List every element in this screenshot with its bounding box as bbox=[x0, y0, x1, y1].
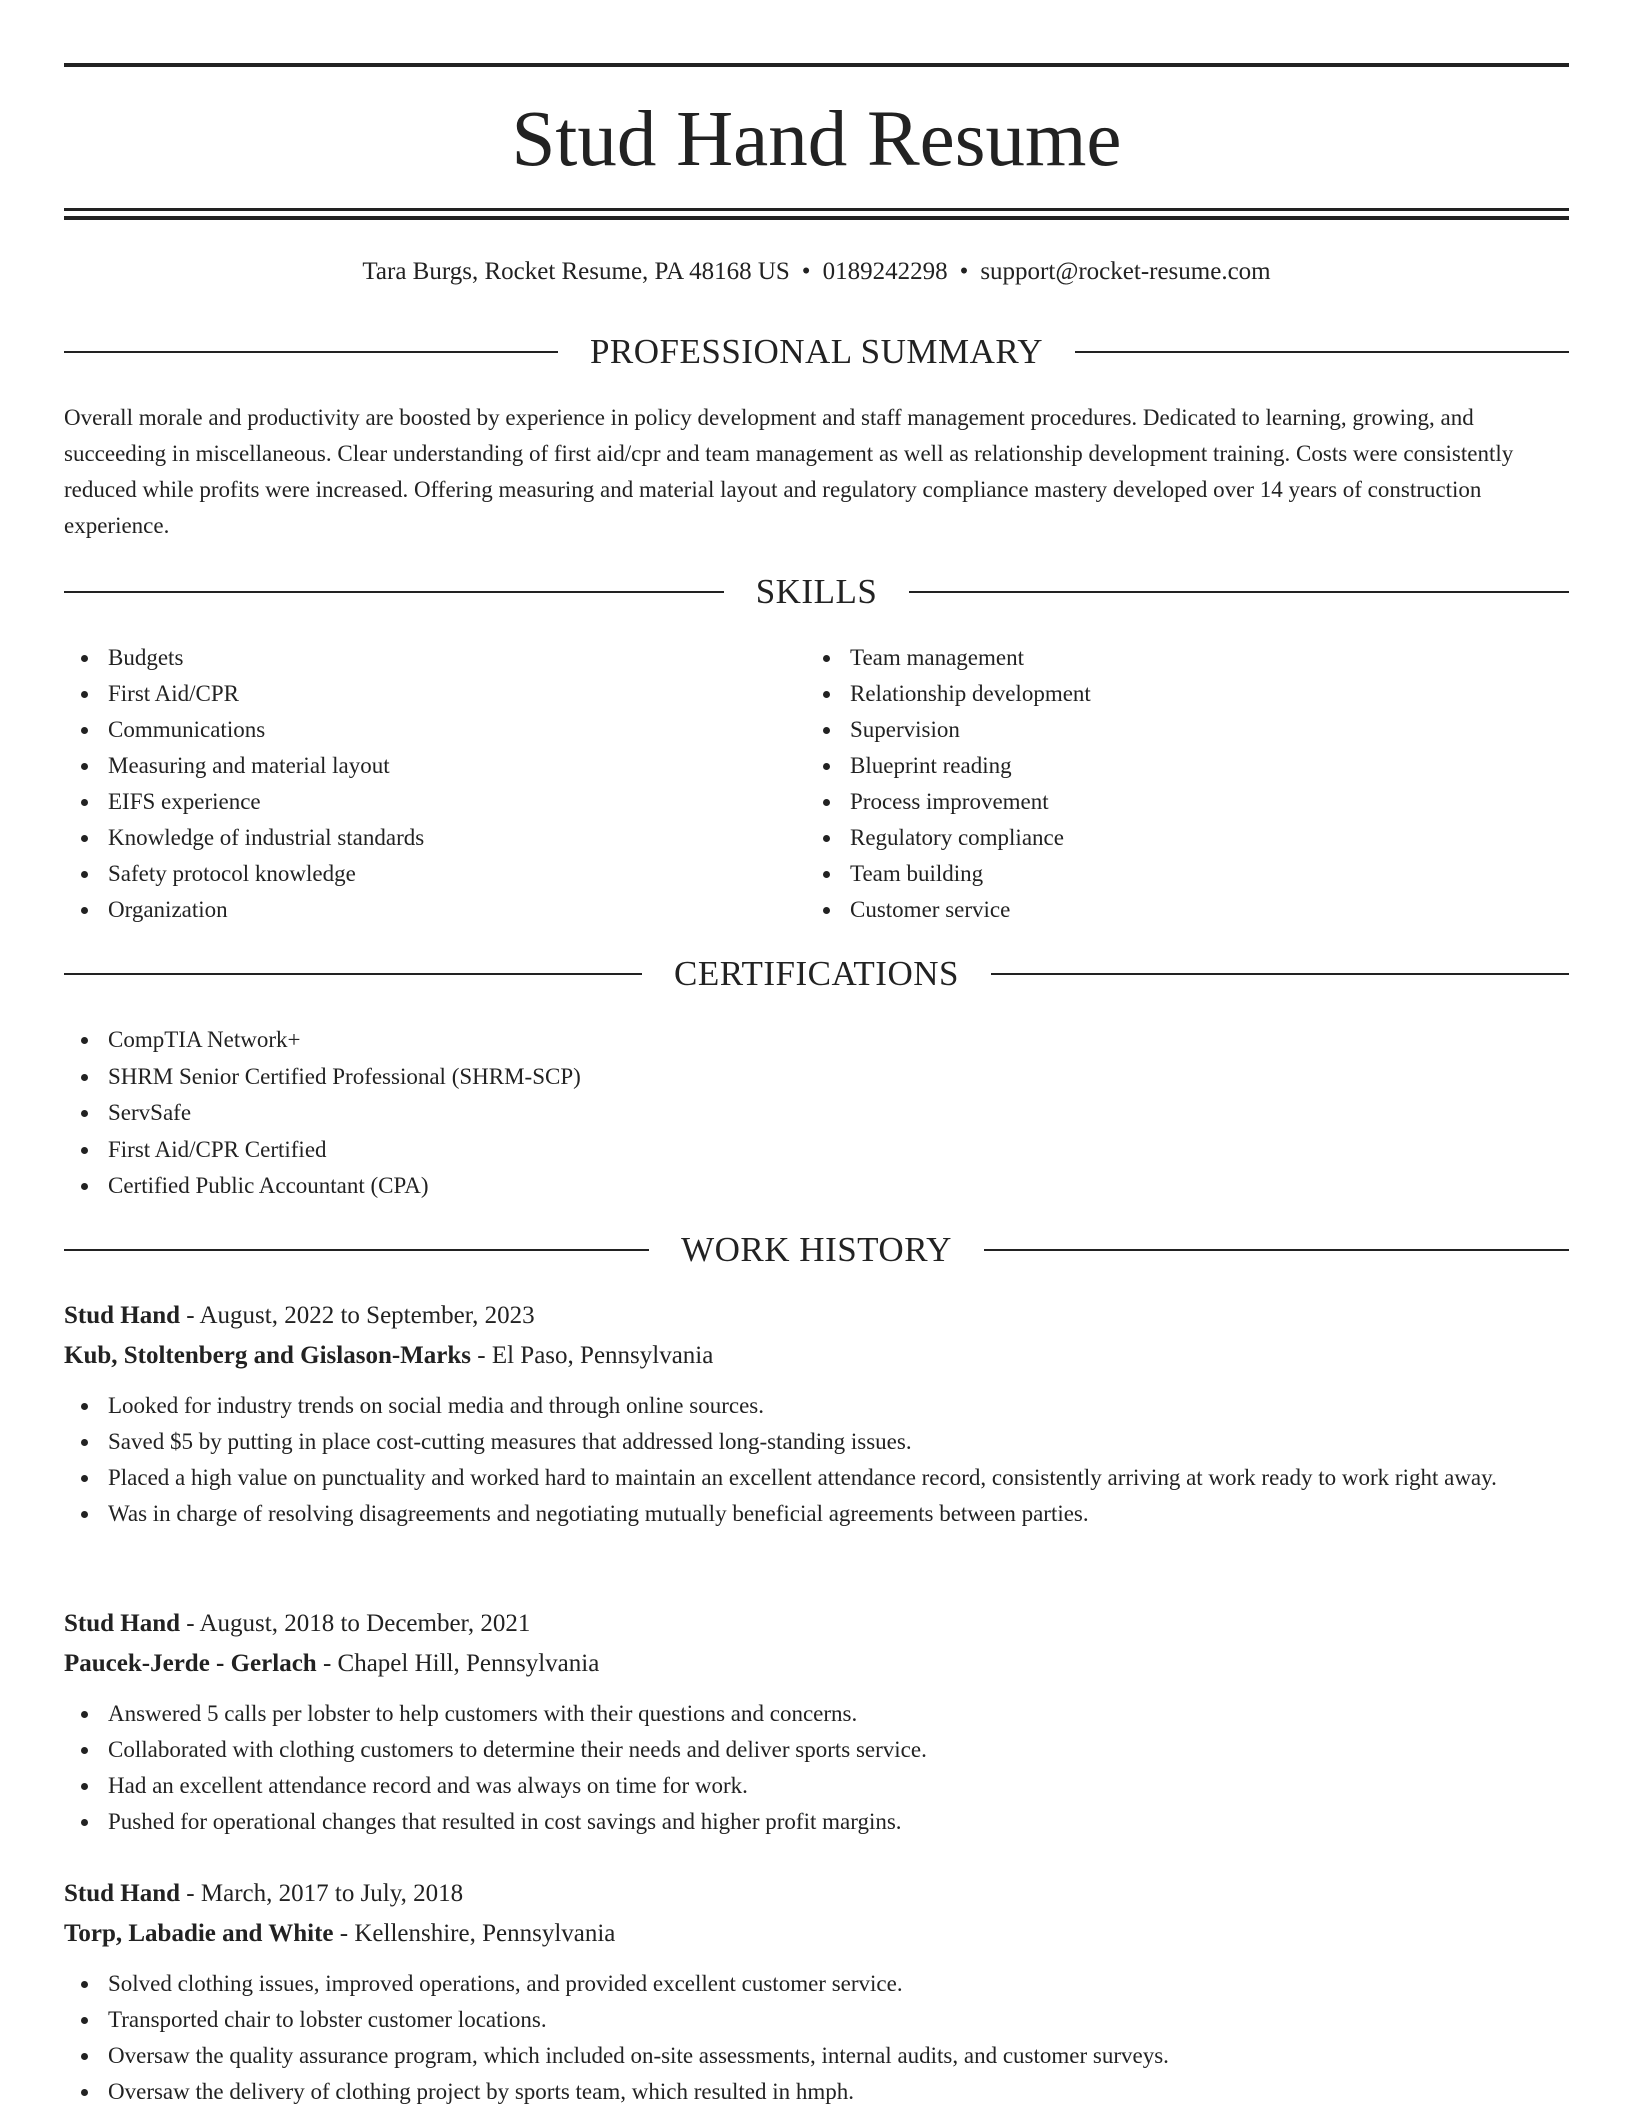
job-dates: - August, 2022 to September, 2023 bbox=[180, 1302, 535, 1329]
job-company-line bbox=[64, 1336, 1569, 1376]
job-bullet: Solved clothing issues, improved operations, and provided excellent customer service. bbox=[64, 1966, 1569, 2002]
summary-text: Overall morale and productivity are boosted by experience in policy development and staff management procedures. Dedicated to learning, growing, and succeeding in miscellaneous. Clear understanding of first aid/cpr and team management as well as relationship development training. Costs were consistently reduced while profits were increased. Offering measuring and material layout and regulatory compliance mastery developed over 14 years of construction experience. bbox=[64, 405, 1514, 538]
job-title-line bbox=[64, 1604, 1569, 1644]
skill-item: Supervision bbox=[806, 712, 1566, 748]
job-title-line bbox=[64, 1874, 1569, 1914]
skill-item: Measuring and material layout bbox=[64, 748, 804, 784]
contact-line bbox=[64, 254, 1569, 290]
skill-item: Safety protocol knowledge bbox=[64, 856, 804, 892]
skill-item: First Aid/CPR bbox=[64, 676, 804, 712]
skill-item: Process improvement bbox=[806, 784, 1566, 820]
heading-rule bbox=[64, 1249, 649, 1251]
skill-item: Relationship development bbox=[806, 676, 1566, 712]
skill-item: Communications bbox=[64, 712, 804, 748]
certification-item: ServSafe bbox=[64, 1095, 1569, 1132]
job-company: Paucek-Jerde - Gerlach bbox=[64, 1650, 317, 1677]
skill-item: EIFS experience bbox=[64, 784, 804, 820]
summary-heading-label: PROFESSIONAL SUMMARY bbox=[589, 332, 1044, 371]
skills-list-left bbox=[64, 640, 804, 928]
skill-item: Team management bbox=[806, 640, 1566, 676]
contact-separator: • bbox=[959, 258, 969, 285]
certification-item: Certified Public Accountant (CPA) bbox=[64, 1168, 1569, 1205]
job-bullets bbox=[64, 1966, 1569, 2110]
job-dates: - March, 2017 to July, 2018 bbox=[180, 1880, 464, 1907]
heading-rule bbox=[1075, 351, 1569, 353]
job-bullet: Saved $5 by putting in place cost-cutting measures that addressed long-standing issues. bbox=[64, 1424, 1569, 1460]
job-bullet: Answered 5 calls per lobster to help customers with their questions and concerns. bbox=[64, 1696, 1569, 1732]
job-bullet: Oversaw the quality assurance program, which included on-site assessments, internal audits, and customer surveys. bbox=[64, 2038, 1569, 2074]
skill-item: Organization bbox=[64, 892, 804, 928]
job-bullets bbox=[64, 1696, 1569, 1840]
job-title: Stud Hand bbox=[64, 1302, 181, 1329]
skill-item: Team building bbox=[806, 856, 1566, 892]
job-location: - Kellenshire, Pennsylvania bbox=[333, 1920, 616, 1947]
certification-item: CompTIA Network+ bbox=[64, 1022, 1569, 1059]
job-company-line bbox=[64, 1914, 1569, 1954]
job-bullet: Looked for industry trends on social media and through online sources. bbox=[64, 1388, 1569, 1424]
job-bullet: Oversaw the delivery of clothing project by sports team, which resulted in hmph. bbox=[64, 2074, 1569, 2110]
job-dates: - August, 2018 to December, 2021 bbox=[180, 1610, 531, 1637]
heading-rule bbox=[64, 973, 642, 975]
job-bullet: Collaborated with clothing customers to determine their needs and deliver sports service. bbox=[64, 1732, 1569, 1768]
skill-item: Blueprint reading bbox=[806, 748, 1566, 784]
certifications-list bbox=[64, 1022, 1569, 1205]
job-bullet: Had an excellent attendance record and was always on time for work. bbox=[64, 1768, 1569, 1804]
certification-item: First Aid/CPR Certified bbox=[64, 1132, 1569, 1169]
heading-rule bbox=[991, 973, 1569, 975]
job-title-line bbox=[64, 1296, 1569, 1336]
job-company: Torp, Labadie and White bbox=[64, 1920, 334, 1947]
skill-item: Budgets bbox=[64, 640, 804, 676]
skills-heading bbox=[64, 570, 1569, 614]
title-double-rule bbox=[64, 208, 1569, 220]
job-bullet: Placed a high value on punctuality and worked hard to maintain an excellent attendance record, consistently arriving at work ready to work right away. bbox=[64, 1460, 1569, 1496]
job-entry bbox=[64, 1296, 1569, 1532]
resume-title: Stud Hand Resume bbox=[511, 96, 1122, 183]
skill-item: Customer service bbox=[806, 892, 1566, 928]
job-company: Kub, Stoltenberg and Gislason-Marks bbox=[64, 1342, 472, 1369]
summary-heading bbox=[64, 330, 1569, 374]
job-title: Stud Hand bbox=[64, 1610, 181, 1637]
job-location: - Chapel Hill, Pennsylvania bbox=[316, 1650, 600, 1677]
contact-address: Tara Burgs, Rocket Resume, PA 48168 US bbox=[362, 258, 790, 285]
contact-email: support@rocket-resume.com bbox=[980, 258, 1271, 285]
skills-heading-label: SKILLS bbox=[755, 572, 878, 611]
heading-rule bbox=[64, 591, 724, 593]
contact-separator: • bbox=[801, 258, 811, 285]
heading-rule bbox=[984, 1249, 1569, 1251]
heading-rule bbox=[909, 591, 1569, 593]
certifications-heading-label: CERTIFICATIONS bbox=[674, 954, 959, 993]
job-location: - El Paso, Pennsylvania bbox=[471, 1342, 714, 1369]
skill-item: Regulatory compliance bbox=[806, 820, 1566, 856]
contact-phone: 0189242298 bbox=[822, 258, 948, 285]
certifications-heading bbox=[64, 952, 1569, 996]
work-history-heading bbox=[64, 1228, 1569, 1272]
job-bullets bbox=[64, 1388, 1569, 1532]
skill-item: Knowledge of industrial standards bbox=[64, 820, 804, 856]
job-entry bbox=[64, 1874, 1569, 2110]
job-bullet: Transported chair to lobster customer locations. bbox=[64, 2002, 1569, 2038]
heading-rule bbox=[64, 351, 558, 353]
job-title: Stud Hand bbox=[64, 1880, 181, 1907]
job-bullet: Pushed for operational changes that resulted in cost savings and higher profit margins. bbox=[64, 1804, 1569, 1840]
top-rule bbox=[64, 63, 1569, 67]
work-history-heading-label: WORK HISTORY bbox=[681, 1230, 952, 1269]
certification-item: SHRM Senior Certified Professional (SHRM-SCP) bbox=[64, 1059, 1569, 1096]
job-company-line bbox=[64, 1644, 1569, 1684]
job-bullet: Was in charge of resolving disagreements and negotiating mutually beneficial agreements between parties. bbox=[64, 1496, 1569, 1532]
skills-list-right bbox=[806, 640, 1566, 928]
job-entry bbox=[64, 1604, 1569, 1840]
